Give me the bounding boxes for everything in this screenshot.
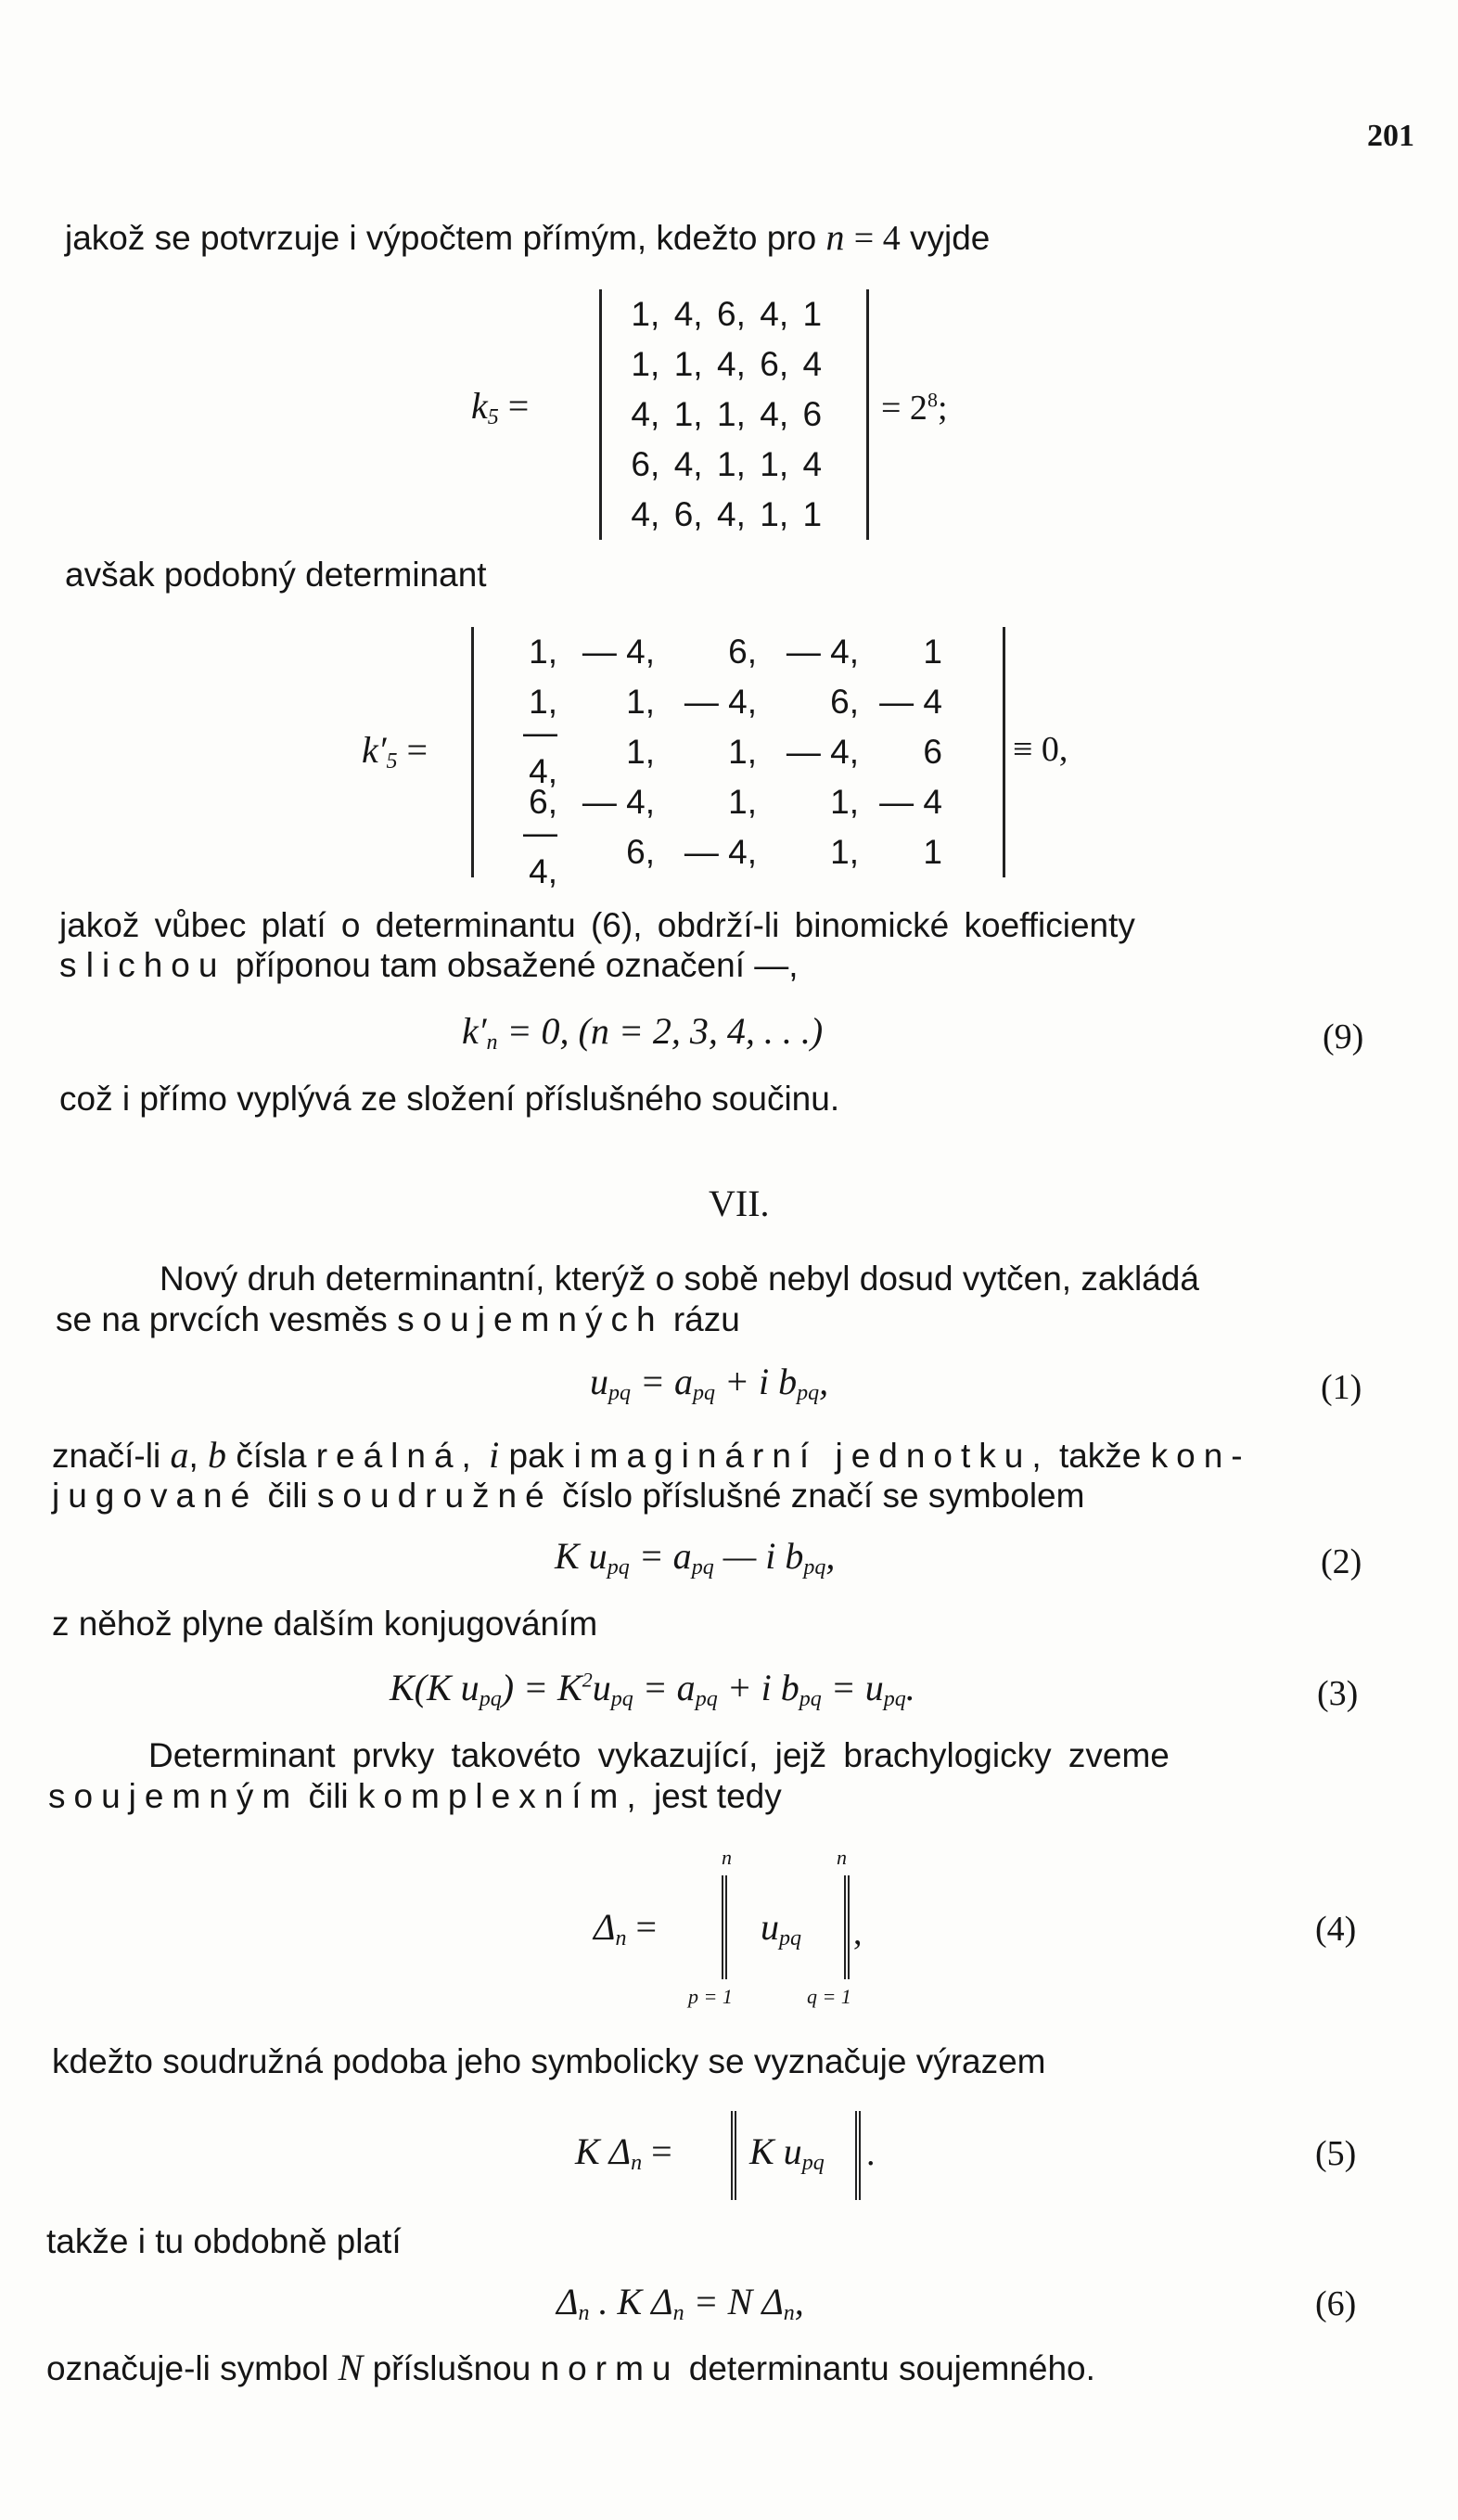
eq5-end: . (866, 2134, 876, 2173)
emph-soudruzne: soudružné (316, 1477, 553, 1515)
k5p-lhs: $k'_5$ = (362, 729, 428, 774)
emph-komplexnim: komplexním, (357, 1777, 645, 1815)
paragraph-1 (65, 216, 990, 260)
paragraph-8-line2: soujemným čili komplexním, jest tedy (48, 1777, 782, 1815)
determinant-cell: 1 (631, 345, 650, 383)
paragraph-3-line1: jakož vůbec platí o determinantu (6), obdrží-li binomické koefficienty (59, 906, 1135, 944)
determinant-cell: 1, (626, 683, 655, 721)
emph-normu: normu (540, 2349, 680, 2387)
determinant-cell: — 4, (786, 633, 859, 671)
p1-text: jakož se potvrzuje i výpočtem přímým, kdežto pro (65, 219, 817, 257)
eq3: K(K $u_{pq}) = K^2u_{pq} = a_{pq} + i$ $b_{pq} = u_{pq}$. (390, 1667, 915, 1711)
eq2: K $u_{pq} = a_{pq}$ — i $b_{pq}$, (555, 1535, 836, 1580)
determinant-cell: — 4, (582, 633, 655, 671)
eq9-number: (9) (1323, 1017, 1364, 1056)
paragraph-6-line2: jugované čili soudružné číslo příslušné značí se symbolem (52, 1477, 1085, 1515)
determinant-row: 1 , 4 , 6 , 4 , 1 (631, 295, 823, 333)
emph-soujemnym: soujemným (48, 1777, 300, 1815)
determinant-cell: 6, (626, 833, 655, 871)
determinant-cell: 4 (716, 345, 736, 383)
determinant-cell: — 4 (879, 783, 942, 821)
determinant-cell: 4 (673, 295, 694, 333)
determinant-cell: 6 (923, 733, 942, 771)
paragraph-6-line1: značí-li a, b čísla reálná, i pak imaginární jednotku, takže kon- (52, 1434, 1251, 1476)
determinant-cell: 6 (716, 295, 736, 333)
emph-soujemnych: soujemných (397, 1300, 664, 1338)
determinant-cell: 4 (716, 495, 736, 533)
eq4-bot1: p = 1 (688, 1985, 733, 2008)
p1-n: n (825, 216, 845, 258)
eq5-lhs: K $\Delta_n$ = (575, 2130, 672, 2175)
determinant-cell: — 4, (523, 813, 557, 890)
k5-determinant (599, 289, 869, 540)
determinant-cell: 1 (760, 495, 779, 533)
determinant-cell: 1 (673, 345, 694, 383)
determinant-cell: 4 (760, 295, 779, 333)
section-heading: VII. (709, 1183, 770, 1224)
determinant-cell: 4 (802, 345, 823, 383)
determinant-row (492, 677, 1003, 727)
determinant-row (492, 627, 1003, 677)
determinant-cell: 1 (923, 833, 942, 871)
determinant-cell: 6 (631, 445, 650, 483)
determinant-row (492, 777, 1003, 827)
determinant-cell: 1 (760, 445, 779, 483)
determinant-row (492, 813, 1003, 890)
paragraph-9: kdežto soudružná podoba jeho symbolicky se vyznačuje výrazem (52, 2042, 1046, 2080)
k5p-rhs: ≡ 0, (1013, 730, 1068, 769)
eq4-element: $u_{pq}$ (761, 1906, 801, 1951)
eq9: $k'_n = 0$, (n = 2, 3, 4, . . .) (462, 1010, 824, 1055)
paragraph-5-line1: Nový druh determinantní, kterýž o sobě nebyl dosud vytčen, zakládá (160, 1260, 1199, 1298)
paragraph-8-line1: Determinant prvky takovéto vykazující, jejž brachylogicky zveme (148, 1736, 1170, 1774)
determinant-cell: — 4, (786, 733, 859, 771)
determinant-cell: 1 (716, 395, 736, 433)
emph-imaginarni: imaginární jednotku, (573, 1437, 1050, 1475)
page-number: 201 (1367, 119, 1414, 153)
paragraph-5-line2: se na prvcích vesměs soujemných rázu (56, 1300, 740, 1338)
determinant-row: 1 , 1 , 4 , 6 , 4 (631, 345, 823, 383)
emph-realna: reálná, (315, 1437, 480, 1475)
determinant-cell: 1 (631, 295, 650, 333)
emph-jugovane: jugované (52, 1477, 259, 1515)
determinant-cell: 1, (728, 783, 757, 821)
determinant-cell: 6 (673, 495, 694, 533)
eq4-bot2: q = 1 (807, 1985, 851, 2008)
determinant-cell: 6 (760, 345, 779, 383)
p1-eq: = 4 (853, 219, 901, 258)
paragraph-3-line2: s lichou příponou tam obsažené označení —, (59, 946, 799, 984)
determinant-cell: 1 (673, 395, 694, 433)
eq2-number: (2) (1321, 1542, 1362, 1581)
determinant-cell: 1, (529, 633, 557, 671)
eq4-lhs: $\Delta_n$ = (594, 1906, 658, 1951)
determinant-cell: 4 (802, 445, 823, 483)
determinant-cell: — 4, (684, 833, 757, 871)
determinant-cell: 1 (802, 495, 823, 533)
determinant-row: 6 , 4 , 1 , 1 , 4 (631, 445, 823, 483)
determinant-cell: 4 (673, 445, 694, 483)
determinant-cell: 6, (529, 783, 557, 821)
determinant-cell: 1 (802, 295, 823, 333)
determinant-row: 4 , 1 , 1 , 4 , 6 (631, 395, 823, 433)
paragraph-11: označuje-li symbol N příslušnou normu determinantu soujemného. (46, 2347, 1095, 2388)
paragraph-10: takže i tu obdobně platí (46, 2222, 402, 2260)
determinant-cell: 1, (830, 783, 859, 821)
paragraph-4: což i přímo vyplývá ze složení příslušného součinu. (59, 1080, 840, 1118)
p1-tail: vyjde (909, 219, 991, 257)
determinant-cell: 6, (830, 683, 859, 721)
eq5-number: (5) (1315, 2134, 1357, 2173)
emph-lichou: lichou (85, 946, 226, 984)
determinant-cell: 4 (760, 395, 779, 433)
eq1-number: (1) (1321, 1368, 1362, 1407)
determinant-cell: 1, (529, 683, 557, 721)
eq6: $\Delta_n$ . K $\Delta_n = N$ $\Delta_n$, (556, 2281, 804, 2325)
determinant-row: 4 , 6 , 4 , 1 , 1 (631, 495, 823, 533)
eq1: $u_{pq} = a_{pq} + i$ $b_{pq}$, (590, 1361, 829, 1405)
determinant-cell: 1, (728, 733, 757, 771)
paragraph-2: avšak podobný determinant (65, 556, 487, 594)
eq5-element: K $u_{pq}$ (749, 2130, 825, 2175)
eq4-comma: , (853, 1913, 863, 1952)
eq4-number: (4) (1315, 1910, 1357, 1949)
k5-rhs: = $2^8$; (881, 388, 948, 428)
eq3-number: (3) (1317, 1674, 1359, 1713)
paragraph-7: z něhož plyne dalším konjugováním (52, 1605, 598, 1643)
determinant-cell: 6, (728, 633, 757, 671)
k5p-determinant (471, 627, 1005, 890)
determinant-cell: 1 (716, 445, 736, 483)
eq6-number: (6) (1315, 2284, 1357, 2323)
determinant-cell: — 4 (879, 683, 942, 721)
eq4-top1: n (722, 1846, 732, 1869)
determinant-cell: 1, (830, 833, 859, 871)
determinant-cell: 1 (923, 633, 942, 671)
determinant-cell: — 4, (523, 713, 557, 790)
determinant-cell: 6 (802, 395, 823, 433)
determinant-cell: 4 (631, 495, 650, 533)
k5-lhs: $k_5$ = (471, 385, 530, 429)
determinant-cell: — 4, (684, 683, 757, 721)
eq4-top2: n (837, 1846, 847, 1869)
determinant-cell: — 4, (582, 783, 655, 821)
determinant-row (492, 713, 1003, 790)
determinant-cell: 4 (631, 395, 650, 433)
determinant-cell: 1, (626, 733, 655, 771)
